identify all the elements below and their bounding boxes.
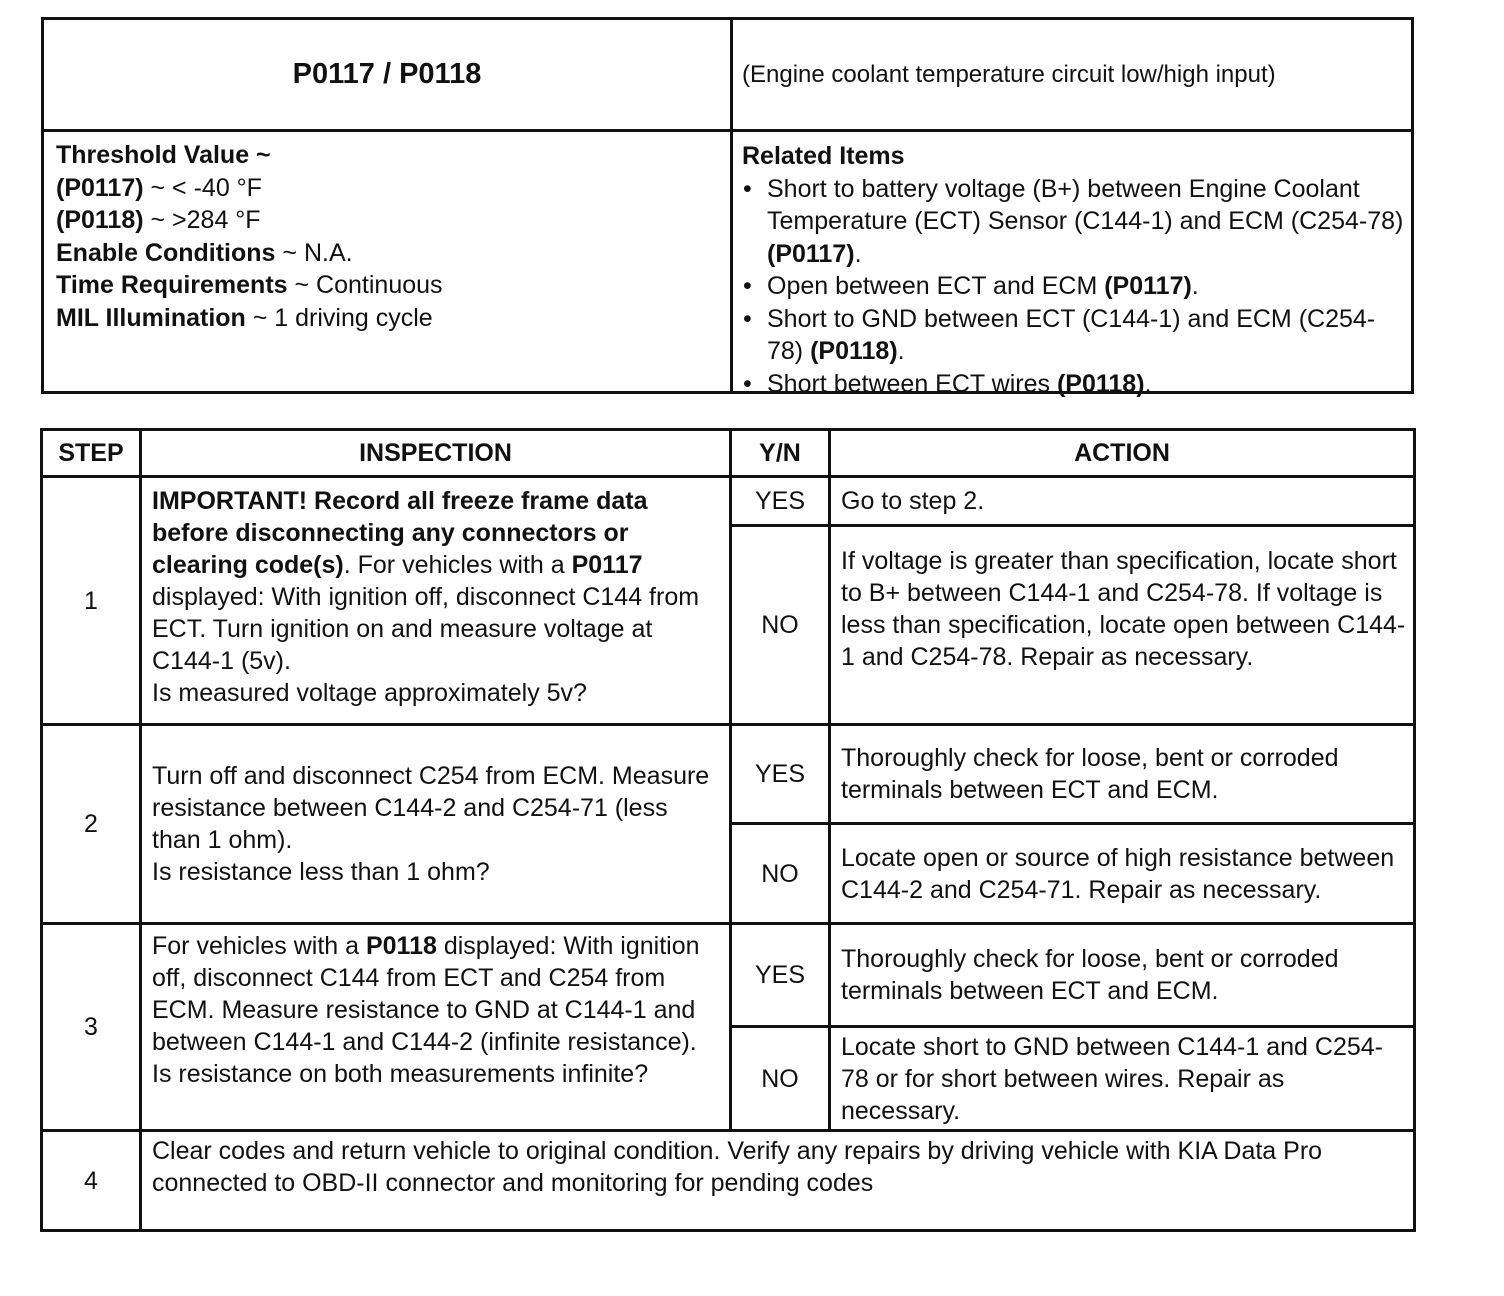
divider-yes-no-1	[729, 524, 1413, 527]
related-items-title: Related Items	[742, 142, 905, 170]
dtc-code-title: P0117 / P0118	[292, 58, 482, 90]
enable-conditions-label: Enable Conditions	[56, 238, 276, 267]
step-4-inspection: Clear codes and return vehicle to original condition. Verify any repairs by driving vehicle with KIA Data Pro connected to OBD-II connector and monitoring for pending codes	[152, 1137, 1323, 1197]
time-requirements-label: Time Requirements	[56, 271, 288, 299]
list-item: • Open between ECT and ECM (P0117).	[742, 270, 1407, 303]
p0118-threshold: ~ >284 °F	[143, 206, 261, 234]
step-number-3: 3	[84, 1013, 98, 1041]
step-3-no-action: Locate short to GND between C144-1 and C254-78 or for short between wires. Repair as necessary.	[841, 1032, 1383, 1125]
step-number-4: 4	[84, 1166, 98, 1195]
p0117-threshold: ~ < -40 °F	[143, 173, 262, 202]
step-1-important-note: IMPORTANT! Record all freeze frame data before disconnecting any connectors or clearing code(s)	[152, 487, 648, 579]
step-number-2: 2	[84, 810, 98, 838]
step-3-question: Is resistance on both measurements infinite?	[152, 1060, 649, 1088]
related-items	[742, 140, 1407, 400]
dtc-description: (Engine coolant temperature circuit low/high input)	[742, 60, 1276, 88]
dtc-header-table	[41, 17, 1414, 398]
step-2-no-action: Locate open or source of high resistance between C144-2 and C254-71. Repair as necessary.	[841, 843, 1395, 904]
column-header-step: STEP	[58, 439, 124, 467]
step-2-question: Is resistance less than 1 ohm?	[152, 858, 490, 886]
list-item: • Short to battery voltage (B+) between Engine Coolant Temperature (ECT) Sensor (C144-1) and ECM (C254-78) (P0117).	[742, 173, 1407, 271]
column-header-inspection: INSPECTION	[359, 439, 512, 467]
mil-illumination-label: MIL Illumination	[56, 303, 246, 332]
step-3-yes-label: YES	[754, 961, 806, 989]
p0117-label: (P0117)	[56, 173, 144, 202]
list-item: • Short between ECT wires (P0118).	[742, 368, 1407, 401]
divider-row-3	[43, 1129, 1413, 1132]
step-2-inspection: Turn off and disconnect C254 from ECM. Measure resistance between C144-2 and C254-71 (less than 1 ohm). Is resistance less than 1 ohm?	[152, 762, 710, 886]
column-header-action: ACTION	[1074, 439, 1170, 467]
step-2-yes-action: Thoroughly check for loose, bent or corroded terminals between ECT and ECM.	[841, 744, 1339, 804]
mil-illumination-value: ~ 1 driving cycle	[245, 303, 433, 332]
header-divider-horizontal	[44, 129, 1411, 132]
step-number-1: 1	[84, 586, 98, 615]
step-1-question: Is measured voltage approximately 5v?	[152, 679, 587, 707]
step-2-no-label: NO	[761, 859, 799, 888]
step-3-inspection: For vehicles with a P0118 displayed: With ignition off, disconnect C144 from ECT and C254 from ECM. Measure resistance to GND at C144-1 and between C144-1 and C144-2 (infinite resistance). Is resistance on both measurements infinite?	[152, 932, 700, 1088]
threshold-label: Threshold Value ~	[56, 141, 271, 169]
step-1-inspection: IMPORTANT! Record all freeze frame data before disconnecting any connectors or clearing code(s). For vehicles with a P0117 displayed: With ignition off, disconnect C144 from ECT. Turn ignition on and measure voltage at C144-1 (5v). Is measured voltage approximately 5v?	[152, 487, 700, 707]
header-divider-vertical	[730, 20, 733, 391]
p0118-label: (P0118)	[56, 206, 144, 234]
step-1-no-action: If voltage is greater than specification, locate short to B+ between C144-1 and C254-78. If voltage is less than specification, locate open between C144-1 and C254-78. Repair as necessary.	[841, 547, 1406, 671]
step-1-no-label: NO	[761, 611, 799, 639]
inspection-steps-table	[40, 428, 1416, 1232]
step-3-no-label: NO	[761, 1064, 799, 1093]
threshold-conditions	[56, 139, 443, 334]
step-1-yes-label: YES	[754, 487, 806, 515]
step-2-yes-label: YES	[754, 760, 806, 788]
related-items-list	[742, 173, 1407, 401]
step-1-yes-action: Go to step 2.	[841, 487, 985, 515]
step-3-yes-action: Thoroughly check for loose, bent or corroded terminals between ECT and ECM.	[841, 945, 1339, 1005]
enable-conditions-value: ~ N.A.	[275, 238, 353, 267]
list-item: • Short to GND between ECT (C144-1) and ECM (C254-78) (P0118).	[742, 303, 1407, 368]
column-header-yn: Y/N	[759, 439, 801, 467]
time-requirements-value: ~ Continuous	[287, 271, 443, 299]
